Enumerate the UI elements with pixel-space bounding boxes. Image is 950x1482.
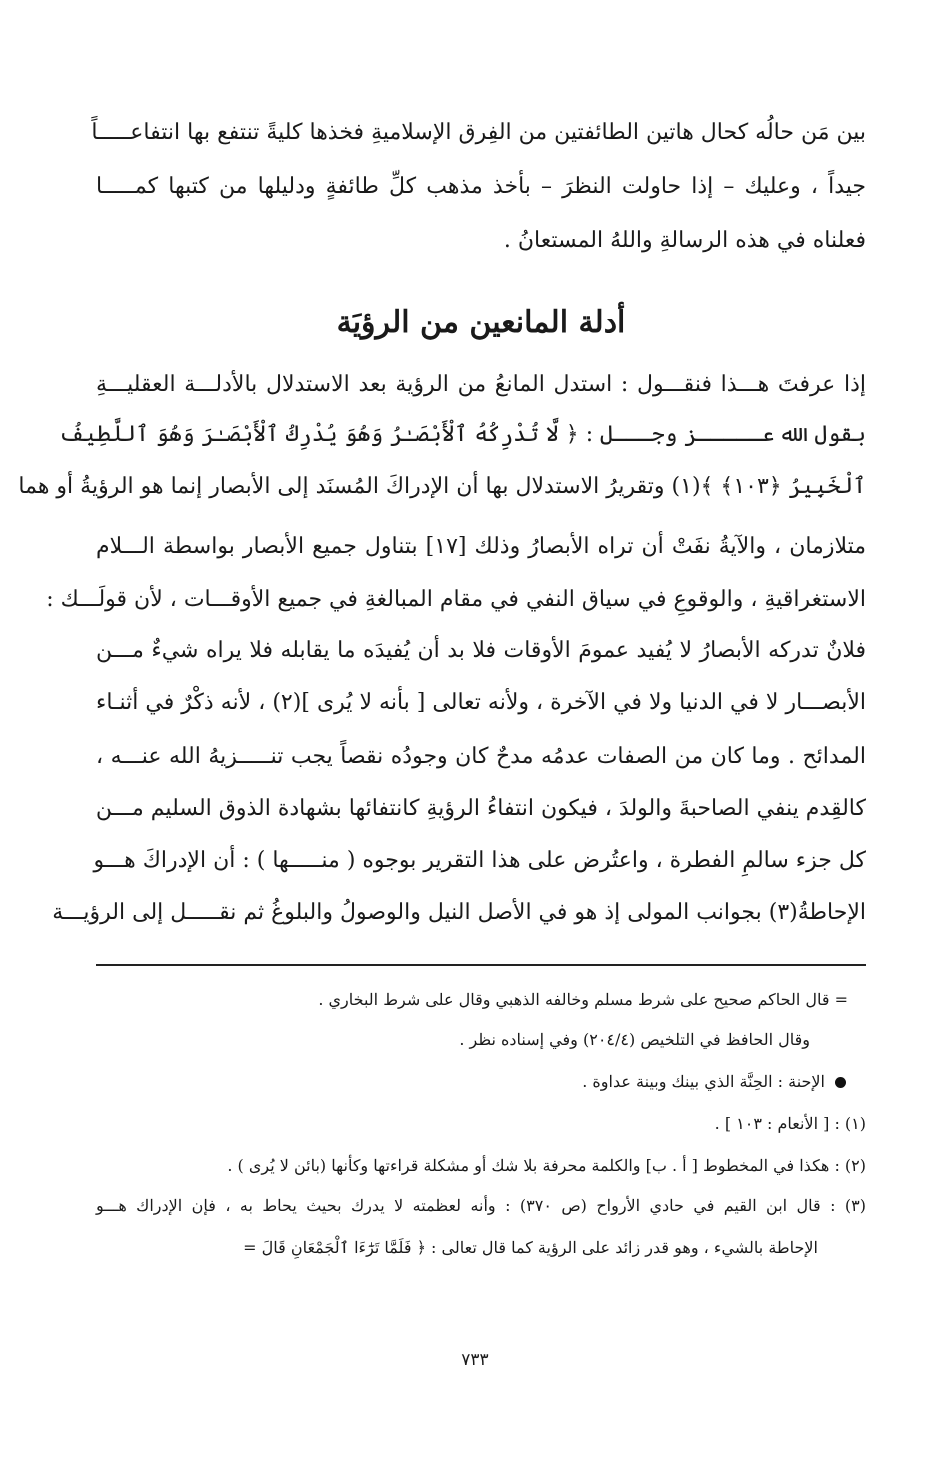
body-line: ٱلْخَبِيرُ ﴿١٠٣﴾ ﴾(١) وتقريرُ الاستدلال بها أن الإدراكَ المُسنَد إلى الأبصار إنما هو الرؤيةُ أو هما [18,474,866,499]
intro-line: فعلناه في هذه الرسالةِ واللهُ المستعانُ . [503,228,866,253]
body-line: إذا عرفتَ هـــذا فنقـــول : استدل المانعُ من الرؤية بعد الاستدلال بالأدلـــة العقليـــةِ [96,372,866,397]
body-line: كل جزء سالمِ الفطرة ، واعتُرض على هذا التقرير بوجوه ( منـــــها ) : أن الإدراكَ هـــو [93,848,866,873]
body-line: المدائح . وما كان من الصفات عدمُه مدحٌ كان وجودُه نقصاً يجب تنـــــزيهُ الله عنـــه ، [96,744,866,769]
body-line: فلانٌ تدركه الأبصارُ لا يُفيد عمومَ الأوقات فلا بد أن يُفيدَه ما يقابله فلا يراه شيءٌ مـــن [96,638,866,663]
body-line: متلازمان ، والآيةُ نفَتْ أن تراه الأبصارُ وذلك [١٧] بتناول جميع الأبصار بواسطة الـــلام [96,534,867,559]
body-line: الإحاطةُ(٣) بجوانب المولى إذ هو في الأصل النيل والوصولُ والبلوغُ ثم نقـــــل إلى الرؤيـــة [52,900,866,925]
page-number: ٧٣٣ [461,1350,489,1370]
bullet-icon [835,1077,846,1088]
body-line: بقول الله عـــــز وجـــل : ﴿ لَّا تُدْرِكُهُ ٱلْأَبْصَـٰرُ وَهُوَ يُدْرِكُ ٱلْأَبْصَـٰرَ وَهُوَ ٱللَّطِيفُ [58,422,866,447]
section-heading: أدلة المانعين من الرؤيَة [336,305,626,340]
footnote-divider [96,964,866,966]
intro-line: جيداً ، وعليك – إذا حاولت النظرَ – بأخذ مذهب كلِّ طائفةٍ ودليلها من كتبها كمـــــا [96,174,866,199]
footnote-bullet [96,1072,866,1091]
footnote-2: (٢) : هكذا في المخطوط [ أ . ب] والكلمة محرفة بلا شك أو مشكلة قراءتها وكأنها (بائن لا يُرى ) . [227,1156,866,1175]
body-line: الأبصـــار لا في الدنيا ولا في الآخرة ، ولأنه تعالى [ بأنه لا يُرى ](٢) ، لأنه ذكْرٌ في أثنـاء [96,690,867,715]
footnote-continuation: وقال الحافظ في التلخيص (٢٠٤/٤) وفي إسناده نظر . [459,1030,810,1049]
footnote-1: (١) : [ الأنعام : ١٠٣ ] . [714,1114,866,1133]
body-line: كالقِدم ينفي الصاحبةَ والولدَ ، فيكون انتفاءُ الرؤيةِ كانتفائها بشهادة الذوق السليم مـــن [95,796,866,821]
footnote-3-continuation: الإحاطة بالشيء ، وهو قدر زائد على الرؤية كما قال تعالى : ﴿ فَلَمَّا تَرَٰٓءَا ٱلْجَمْعَانِ قَالَ = [243,1238,818,1257]
footnote-continuation: = قال الحاكم صحيح على شرط مسلم وخالفه الذهبي وقال على شرط البخاري . [318,990,848,1009]
intro-line: بين مَن حالُه كحال هاتين الطائفتين من الفِرق الإسلاميةِ فخذها كليةً تنتفع بها انتفاعـــــاً [91,120,866,145]
footnote-bullet-text: الإحنة : الحِنَّة الذي بينك وبينة عداوة . [582,1072,825,1091]
footnote-3: (٣) : قال ابن القيم في حادي الأرواح (ص ٣٧٠) : وأنه لعظمته لا يدرك بحيث يحاط به ، فإن الإدراك هـــو [96,1196,866,1215]
body-line: الاستغراقيةِ ، والوقوعِ في سياق النفي في مقام المبالغةِ في جميع الأوقـــات ، لأن قولَـــك : [46,587,866,612]
